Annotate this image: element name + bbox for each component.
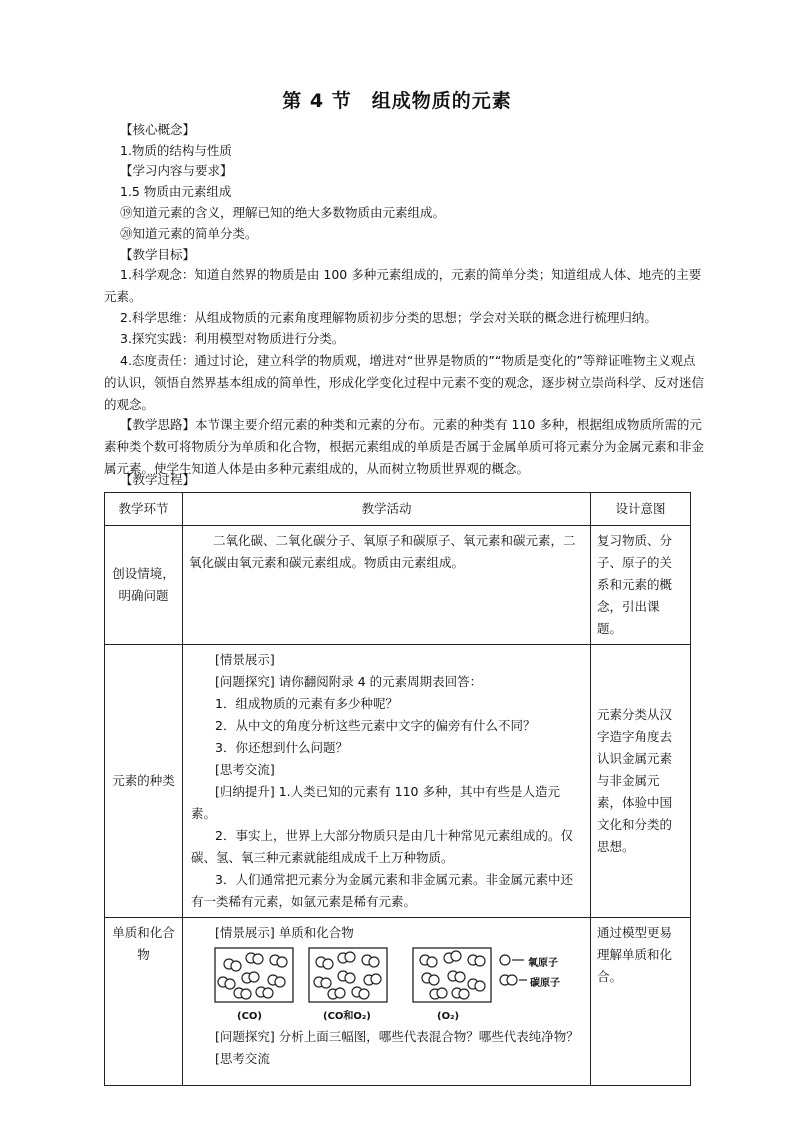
goal-3: 3.探究实践：利用模型对物质进行分类。 [120, 331, 345, 346]
table-row [105, 526, 691, 645]
process-heading: 【教学过程】 [120, 472, 196, 487]
header-activity: 教学活动 [183, 493, 591, 526]
table-row [105, 918, 691, 1086]
goal-4: 4.态度责任：通过讨论，建立科学的物质观，增进对“世界是物质的”“物质是变化的”等辩证唯物主义观点的认识，领悟自然界基本组成的简单性，形成化学变化过程中元素不变的观念，逐步树立崇尚科学、反对迷信的观念。 [104, 353, 705, 412]
core-concept-heading: 【核心概念】 [120, 122, 196, 137]
activity-cell: [情景展示] 单质和化合物 (CO) (CO和O₂) (O₂) 氧原子 碳原子 [问题探究] 分析上面三幅图，哪些代表混合物？哪些代表纯净物？ [思考交流 [183, 918, 591, 1086]
model-label-o2: (O₂) [437, 1011, 460, 1022]
stage-cell: 创设情境，明确问题 [105, 526, 183, 645]
page-title: 第 4 节 组成物质的元素 [282, 90, 512, 112]
requirement-20: ⑳知道元素的简单分类。 [120, 226, 258, 241]
goal-1: 1.科学观念：知道自然界的物质是由 100 多种元素组成的，元素的简单分类；知道组成人体、地壳的主要元素。 [104, 267, 702, 304]
requirement-19: ⑲知道元素的含义，理解已知的绝大多数物质由元素组成。 [120, 205, 446, 220]
teaching-idea-heading: 【教学思路】 [120, 417, 196, 432]
table-header-row [105, 493, 691, 526]
teaching-idea-text: 本节课主要介绍元素的种类和元素的分布。元素的种类有 110 多种，根据组成物质所需的元素种类个数可将物质分为单质和化合物，根据元素组成的单质是否属于金属单质可将元素分为金属元素和非金属元素。使学生知道人体是由多种元素组成的，从而树立物质世界观的概念。 [104, 417, 705, 476]
model-label-co-o2: (CO和O₂) [323, 1011, 371, 1022]
requirements-item: 1.5 物质由元素组成 [120, 184, 232, 199]
core-concept-item: 1.物质的结构与性质 [120, 143, 232, 158]
activity-cell: [情景展示] [问题探究] 请你翻阅附录 4 的元素周期表回答： 1．组成物质的元素有多少种呢？ 2．从中文的角度分析这些元素中文字的偏旁有什么不同？ 3．你还想到什么问题？ [思考交流] [归纳提升] 1.人类已知的元素有 110 多种，其中有些是人造元素。 2．事实上，世界上大部分物质只是由几十种常见元素组成的。仅碳、氢、氧三种元素就能组成成千上万种物质。 3．人们通常把元素分为金属元素和非金属元素。非金属元素中还有一类稀有元素，如氩元素是稀有元素。 [183, 645, 591, 918]
header-stage: 教学环节 [105, 493, 183, 526]
table-row [105, 645, 691, 918]
legend-oxygen-atom: 氧原子 [528, 958, 558, 969]
goal-2: 2.科学思维：从组成物质的元素角度理解物质初步分类的思想；学会对关联的概念进行梳理归纳。 [120, 310, 657, 325]
legend-carbon-atom: 碳原子 [530, 978, 560, 989]
stage-cell: 单质和化合物 [105, 918, 183, 1086]
model-label-co: (CO) [237, 1011, 262, 1022]
header-intent: 设计意图 [591, 493, 691, 526]
intent-cell: 元素分类从汉字造字角度去认识金属元素与非金属元素，体验中国文化和分类的思想。 [591, 645, 691, 918]
requirements-heading: 【学习内容与要求】 [120, 163, 233, 178]
intent-cell: 复习物质、分子、原子的关系和元素的概念，引出课题。 [591, 526, 691, 645]
intent-cell: 通过模型更易理解单质和化合。 [591, 918, 691, 1086]
stage-cell: 元素的种类 [105, 645, 183, 918]
activity-cell: 二氧化碳、二氧化碳分子、氧原子和碳原子、氧元素和碳元素，二氧化碳由氧元素和碳元素组成。物质由元素组成。 [183, 526, 591, 645]
teaching-process-table [104, 492, 691, 1086]
particle-models [191, 946, 584, 1022]
goals-heading: 【教学目标】 [120, 247, 196, 262]
